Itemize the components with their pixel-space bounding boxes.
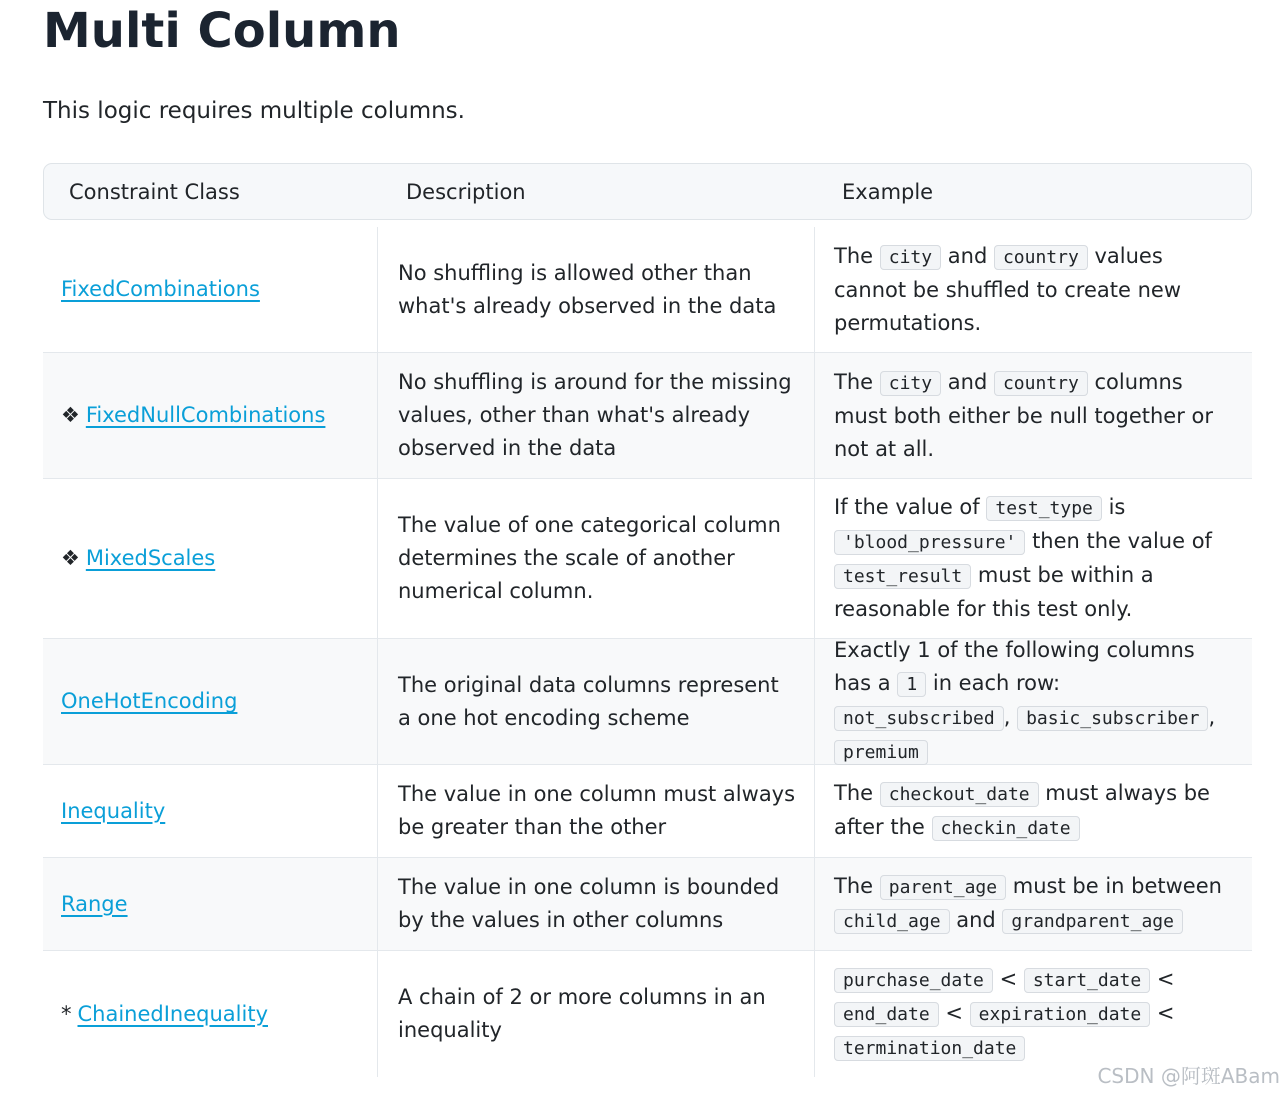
description-text: The value in one column is bounded by the values in other columns [398,875,780,932]
cell-example [815,858,1252,950]
asterisk-marker: * [61,1001,72,1026]
constraint-class-wrap [61,685,237,718]
watermark: CSDN @阿斑ABam [1097,1064,1280,1088]
example-fragment: and [941,369,994,394]
description-text: The original data columns represent a one hot encoding scheme [398,672,779,730]
inline-code: purchase_date [834,968,993,993]
example-fragment: then the value of [1025,529,1212,553]
inline-code: checkin_date [932,816,1080,841]
diamond-marker-icon: ❖ [61,546,80,570]
example-fragment: values cannot be shuffled to create new permutations. [834,243,1182,335]
constraint-link[interactable]: Range [61,891,128,916]
example-fragment: < [1150,1001,1175,1025]
example-text [834,491,1238,626]
example-fragment: must be within a reasonable for this test only. [834,563,1154,621]
header-constraint-class: Constraint Class [69,179,240,204]
inline-code: 1 [897,672,926,697]
inline-code: city [880,245,941,270]
cell-description [378,765,815,857]
cell-description [378,858,815,950]
inline-code: parent_age [880,875,1006,900]
table-row [43,227,1252,353]
example-fragment: , [1003,705,1018,729]
constraint-class-wrap [61,888,128,921]
cell-constraint-class [43,951,378,1077]
cell-example [815,765,1252,857]
example-fragment: , [1208,705,1216,729]
inline-code: premium [834,740,928,765]
constraint-link[interactable]: FixedCombinations [61,277,260,301]
example-fragment: is [1101,495,1126,519]
inline-code: start_date [1024,968,1150,993]
inline-code: country [994,371,1088,396]
example-fragment: must be in between [1006,874,1222,898]
inline-code: 'blood_pressure' [834,530,1025,555]
constraint-class-wrap [61,273,260,306]
inline-code: grandparent_age [1002,909,1183,934]
example-text [834,366,1238,466]
inline-code: child_age [834,909,950,934]
cell-example [815,227,1252,352]
description-text: The value in one column must always be greater than the other [398,782,796,839]
inline-code: end_date [834,1002,939,1027]
description-text: No shuffling is around for the missing values, other than what's already observed in the data [398,370,792,460]
inline-code: city [880,371,941,396]
table-row [43,765,1252,858]
inline-code: test_type [986,496,1102,521]
example-text [834,963,1238,1065]
example-fragment: < [938,1001,970,1025]
example-text [834,870,1238,938]
constraint-class-wrap [61,795,165,828]
example-text [834,634,1238,769]
example-text [834,777,1238,845]
constraint-class-wrap [61,998,268,1031]
example-fragment: must always be after the [834,781,1210,839]
example-fragment: < [1150,967,1175,991]
cell-example [815,951,1252,1077]
page-title: Multi Column [43,3,401,59]
description-text: No shuffling is allowed other than what's already observed in the data [398,260,777,318]
cell-description [378,227,815,352]
example-fragment: and [941,243,994,268]
constraints-table [43,163,1252,1077]
example-fragment: The [834,243,880,268]
example-fragment: The [834,369,880,394]
table-header [43,163,1252,220]
cell-description [378,639,815,764]
table-row [43,858,1252,951]
cell-description [378,951,815,1077]
example-fragment: columns must both either be null together or not at all. [834,369,1214,461]
description-text: A chain of 2 or more columns in an inequality [398,985,766,1042]
inline-code: expiration_date [970,1002,1151,1027]
cell-constraint-class [43,858,378,950]
cell-description [378,353,815,478]
cell-constraint-class [43,765,378,857]
inline-code: basic_subscriber [1017,706,1208,731]
inline-code: test_result [834,564,971,589]
example-text [834,240,1238,340]
example-fragment: in each row: [926,671,1061,695]
cell-example [815,479,1252,638]
constraint-link[interactable]: FixedNullCombinations [85,403,326,427]
constraint-link[interactable]: Inequality [61,798,166,823]
cell-example [815,353,1252,478]
constraint-link[interactable]: OneHotEncoding [61,689,238,713]
constraint-link[interactable]: ChainedInequality [77,1001,268,1026]
description-text: The value of one categorical column determines the scale of another numerical column. [398,513,781,603]
header-example: Example [842,179,934,204]
inline-code: termination_date [834,1036,1025,1061]
table-row [43,353,1252,479]
diamond-marker-icon: ❖ [61,403,80,427]
cell-description [378,479,815,638]
cell-example [815,639,1252,764]
table-row [43,951,1252,1077]
example-fragment: If the value of [834,495,987,519]
cell-constraint-class [43,639,378,764]
table-row [43,639,1252,765]
constraint-class-wrap [61,399,325,432]
constraint-class-wrap [61,542,215,575]
inline-code: not_subscribed [834,706,1004,731]
example-fragment: Exactly 1 of the following columns has a [834,638,1195,695]
table-body [43,227,1252,1077]
inline-code: checkout_date [880,782,1039,807]
cell-constraint-class [43,353,378,478]
inline-code: country [994,245,1088,270]
example-fragment: < [992,967,1024,991]
table-row [43,479,1252,639]
constraint-link[interactable]: MixedScales [85,546,216,570]
example-fragment: and [949,908,1003,932]
cell-constraint-class [43,479,378,638]
intro-text: This logic requires multiple columns. [43,98,465,124]
header-description: Description [406,179,526,204]
cell-constraint-class [43,227,378,352]
example-fragment: The [834,874,880,898]
example-fragment: The [834,781,880,805]
